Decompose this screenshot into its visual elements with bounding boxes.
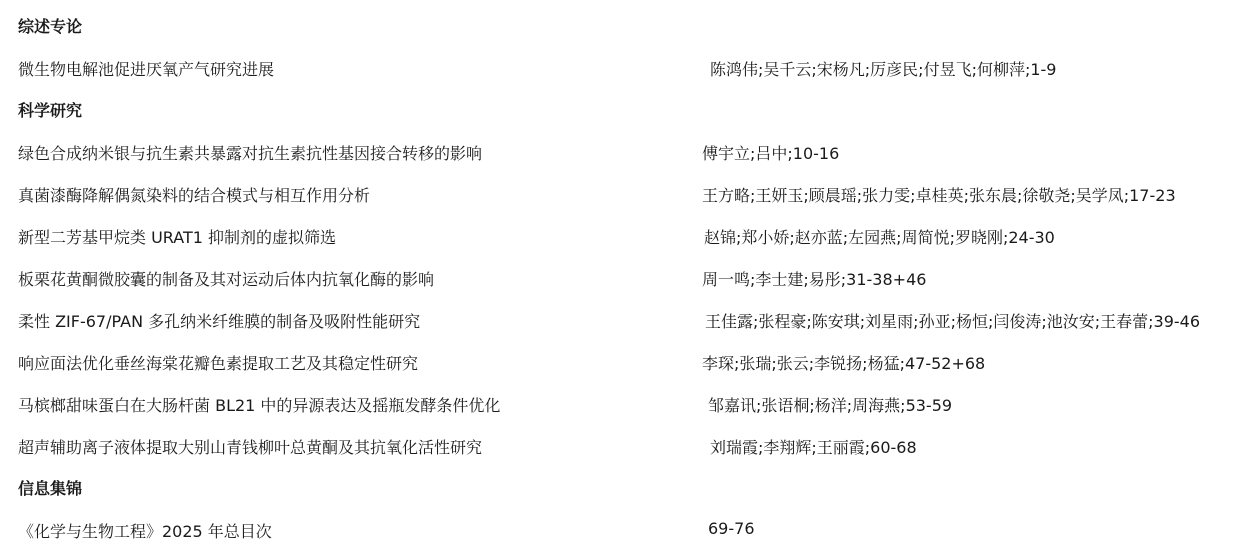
section-heading-row [0,3,1249,45]
article-row [0,255,1249,297]
article-authors-pages: 赵锦;郑小娇;赵亦蓝;左园燕;周简悦;罗晓刚;24-30 [704,228,1055,247]
article-row [0,129,1249,171]
article-row [0,423,1249,465]
article-row [0,213,1249,255]
article-authors-pages: 陈鸿伟;吴千云;宋杨凡;厉彦民;付昱飞;何柳萍;1-9 [710,60,1057,79]
section-heading: 科学研究 [18,101,83,120]
section-heading: 综述专论 [18,17,83,36]
article-title: 《化学与生物工程》2025 年总目次 [18,522,272,541]
article-row [0,507,1249,549]
section-heading-row [0,87,1249,129]
article-title: 马槟榔甜味蛋白在大肠杆菌 BL21 中的异源表达及摇瓶发酵条件优化 [18,396,501,415]
article-title: 新型二芳基甲烷类 URAT1 抑制剂的虚拟筛选 [18,228,337,247]
article-title: 真菌漆酶降解偶氮染料的结合模式与相互作用分析 [18,186,371,205]
article-title: 板栗花黄酮微胶囊的制备及其对运动后体内抗氧化酶的影响 [18,270,435,289]
article-row [0,171,1249,213]
section-heading: 信息集锦 [18,479,83,498]
article-title: 微生物电解池促进厌氧产气研究进展 [18,60,275,79]
article-title: 超声辅助离子液体提取大别山青钱柳叶总黄酮及其抗氧化活性研究 [18,438,483,457]
article-title: 柔性 ZIF-67/PAN 多孔纳米纤维膜的制备及吸附性能研究 [18,312,421,331]
article-title: 响应面法优化垂丝海棠花瓣色素提取工艺及其稳定性研究 [18,354,419,373]
article-row [0,297,1249,339]
article-row [0,45,1249,87]
article-pages: 69-76 [708,519,755,538]
article-title: 绿色合成纳米银与抗生素共暴露对抗生素抗性基因接合转移的影响 [18,144,483,163]
article-authors-pages: 傅宇立;吕中;10-16 [702,144,840,163]
article-row [0,381,1249,423]
section-heading-row [0,465,1249,507]
article-authors-pages: 周一鸣;李士建;易彤;31-38+46 [702,270,927,289]
article-authors-pages: 邹嘉讯;张语桐;杨洋;周海燕;53-59 [708,396,953,415]
article-authors-pages: 王佳露;张程豪;陈安琪;刘星雨;孙亚;杨恒;闫俊涛;池汝安;王春蕾;39-46 [705,312,1201,331]
article-row [0,339,1249,381]
article-authors-pages: 刘瑞霞;李翔辉;王丽霞;60-68 [710,438,917,457]
article-authors-pages: 王方略;王妍玉;顾晨瑶;张力雯;卓桂英;张东晨;徐敬尧;吴学凤;17-23 [702,186,1176,205]
article-authors-pages: 李琛;张瑞;张云;李锐扬;杨猛;47-52+68 [702,354,986,373]
